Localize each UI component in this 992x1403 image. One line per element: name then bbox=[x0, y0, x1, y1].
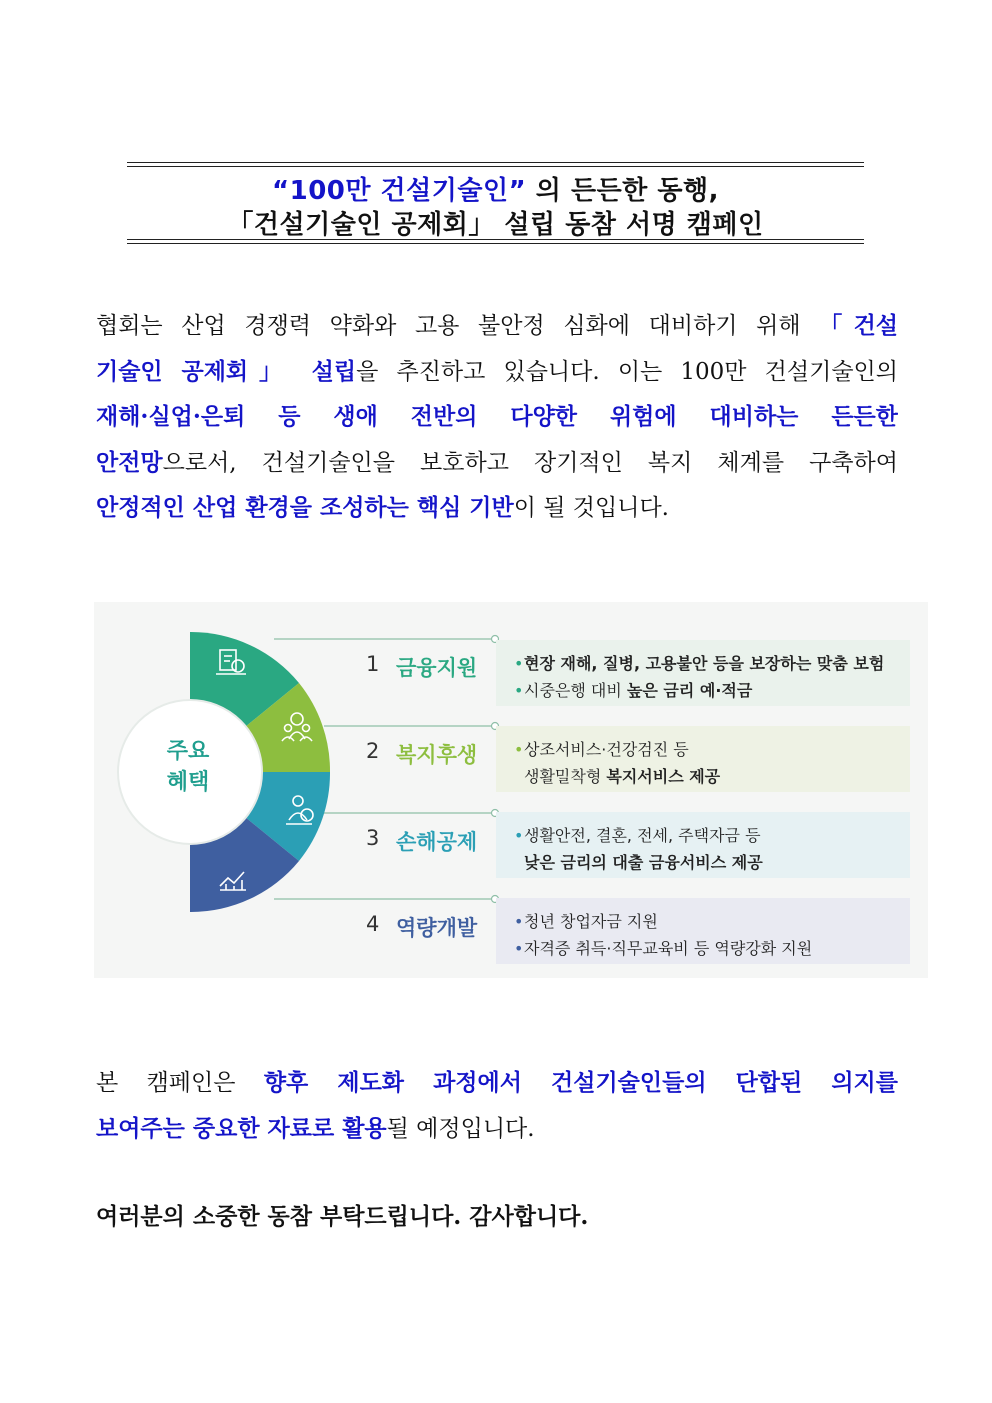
campaign-text: 본 캠페인은 bbox=[96, 1070, 264, 1096]
intro-text: 이 될 것입니다. bbox=[513, 495, 669, 521]
desc-line: 생활안전, 결혼, 전세, 주택자금 등 bbox=[524, 826, 761, 845]
item-title: 복지후생 bbox=[396, 743, 478, 767]
intro-line-2 bbox=[96, 349, 898, 395]
desc-line: 청년 창업자금 지원 bbox=[524, 912, 658, 931]
intro-highlight: 「건설 bbox=[819, 312, 898, 339]
desc-line: 시중은행 대비 bbox=[524, 681, 627, 700]
center-label bbox=[148, 736, 228, 798]
campaign-paragraph bbox=[96, 1060, 898, 1151]
center-label-line-1: 주요 bbox=[166, 739, 210, 764]
title-line-1 bbox=[127, 170, 864, 207]
title-quote: “100만 건설기술인” bbox=[272, 176, 527, 206]
intro-text: 으로서, 건설기술인을 보호하고 장기적인 복지 체계를 구축하여 bbox=[162, 449, 898, 476]
intro-text: 을 추진하고 있습니다. 이는 100만 건설기술인의 bbox=[356, 358, 898, 385]
title-bottom-rule-2 bbox=[127, 243, 864, 244]
intro-highlight: 재해·실업·은퇴 등 생애 전반의 다양한 위험에 대비하는 든든한 bbox=[96, 403, 898, 430]
desc-line: 현장 재해, 질병, 고용불안 등을 보장하는 맞춤 보험 bbox=[524, 654, 885, 673]
campaign-text: 될 예정입니다. bbox=[386, 1115, 535, 1142]
intro-paragraph bbox=[96, 303, 898, 531]
item-number: 3 bbox=[366, 826, 380, 850]
desc-line: 상조서비스·건강검진 등 bbox=[524, 740, 689, 759]
intro-highlight: 안전망 bbox=[96, 448, 163, 476]
item-title: 금융지원 bbox=[396, 656, 478, 680]
item-number: 4 bbox=[366, 912, 380, 936]
center-label-line-2: 혜택 bbox=[166, 770, 210, 795]
desc-line: 자격증 취득·직무교육비 등 역량강화 지원 bbox=[524, 939, 813, 958]
intro-highlight: 안정적인 산업 환경을 조성하는 핵심 기반 bbox=[96, 494, 514, 521]
title-bottom-rule bbox=[127, 239, 864, 240]
item-description: •청년 창업자금 지원 •자격증 취득·직무교육비 등 역량강화 지원 bbox=[496, 898, 910, 964]
item-number: 2 bbox=[366, 739, 380, 763]
campaign-highlight: 향후 제도화 과정에서 건설기술인들의 단합된 의지를 bbox=[263, 1069, 898, 1096]
intro-highlight: 기술인 공제회」 설립 bbox=[96, 357, 357, 385]
campaign-line-2 bbox=[96, 1106, 898, 1152]
item-title: 역량개발 bbox=[396, 916, 478, 940]
closing-line: 여러분의 소중한 동참 부탁드립니다. 감사합니다. bbox=[96, 1203, 589, 1230]
intro-line-5 bbox=[96, 485, 898, 531]
desc-line-bold: 높은 금리 예·적금 bbox=[626, 681, 753, 700]
item-description: •현장 재해, 질병, 고용불안 등을 보장하는 맞춤 보험 •시중은행 대비 높은 금리 예·적금 bbox=[496, 640, 910, 706]
campaign-line-1 bbox=[96, 1060, 898, 1106]
title-line-2: 「건설기술인 공제회」 설립 동참 서명 캠페인 bbox=[227, 210, 764, 240]
intro-text: 협회는 산업 경쟁력 약화와 고용 불안정 심화에 대비하기 위해 bbox=[96, 313, 820, 339]
item-description: •상조서비스·건강검진 등 생활밀착형 복지서비스 제공 bbox=[496, 726, 910, 792]
desc-line-bold: 낮은 금리의 대출 금융서비스 제공 bbox=[524, 853, 763, 872]
item-number: 1 bbox=[366, 652, 380, 676]
title-box bbox=[127, 162, 864, 244]
title-top-rule-2 bbox=[127, 166, 864, 167]
item-title: 손해공제 bbox=[396, 830, 478, 854]
benefits-infographic bbox=[94, 602, 928, 978]
campaign-highlight: 보여주는 중요한 자료로 활용 bbox=[96, 1114, 387, 1142]
intro-line-1 bbox=[96, 303, 898, 349]
item-description: •생활안전, 결혼, 전세, 주택자금 등 낮은 금리의 대출 금융서비스 제공 bbox=[496, 812, 910, 878]
title-line1-rest: 의 든든한 동행, bbox=[526, 176, 719, 206]
desc-line: 생활밀착형 bbox=[524, 767, 607, 786]
title-top-rule bbox=[127, 162, 864, 163]
intro-line-3 bbox=[96, 394, 898, 440]
desc-line-bold: 복지서비스 제공 bbox=[606, 767, 721, 786]
intro-line-4 bbox=[96, 440, 898, 486]
